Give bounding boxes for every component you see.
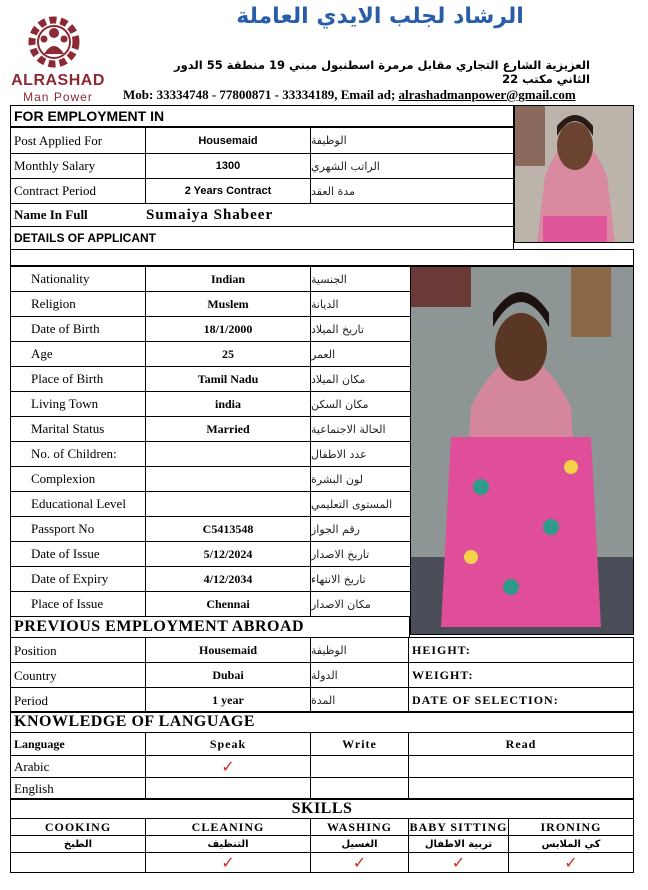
detail-label: Date of Issue — [10, 541, 146, 567]
arabic-address: العزيزية الشارع التجاري مقابل مرمرة اسطنبول مبني 19 منطقة 55 الدور الثاني مكتب 22 — [174, 58, 590, 86]
detail-arabic-label: مكان السكن — [310, 391, 411, 417]
language-name: Arabic — [10, 755, 146, 778]
detail-value — [145, 491, 311, 517]
skill-arabic-name: التنظيف — [145, 835, 311, 853]
contract-label: Contract Period — [10, 178, 146, 204]
previous-value: Dubai — [145, 662, 311, 688]
detail-label: Age — [10, 341, 146, 367]
contract-arabic-label: مدة العقد — [310, 178, 514, 204]
skill-arabic-name: كي الملابس — [508, 835, 634, 853]
detail-label: Nationality — [10, 266, 146, 292]
detail-arabic-label: تاريخ الانتهاء — [310, 566, 411, 592]
detail-arabic-label: رقم الجواز — [310, 516, 411, 542]
name-row — [10, 203, 514, 227]
detail-arabic-label: المستوى التعليمي — [310, 491, 411, 517]
detail-label: Passport No — [10, 516, 146, 542]
language-section-title: KNOWLEDGE OF LANGUAGE — [10, 711, 634, 733]
detail-value: Muslem — [145, 291, 311, 317]
detail-value: 25 — [145, 341, 311, 367]
detail-arabic-label: مكان الاصدار — [310, 591, 411, 617]
write-col-header: Write — [310, 732, 409, 756]
detail-value: Chennai — [145, 591, 311, 617]
previous-label: Period — [10, 687, 146, 713]
read-col-header: Read — [408, 732, 634, 756]
skill-arabic-name: الغسيل — [310, 835, 409, 853]
detail-arabic-label: عدد الاطفال — [310, 441, 411, 467]
employment-section-title: FOR EMPLOYMENT IN — [10, 105, 514, 127]
name-label: Name In Full — [14, 207, 88, 222]
name-value: Sumaiya Shabeer — [146, 206, 274, 223]
salary-value: 1300 — [145, 153, 311, 179]
logo-name: ALRASHAD — [11, 72, 105, 89]
skills-section-title: SKILLS — [10, 798, 634, 819]
write-check-icon — [310, 777, 409, 800]
skill-check-icon — [10, 852, 146, 873]
previous-value: 1 year — [145, 687, 311, 713]
detail-value: Married — [145, 416, 311, 442]
detail-value — [145, 441, 311, 467]
read-check-icon — [408, 755, 634, 778]
skill-name: WASHING — [310, 818, 409, 836]
contract-value: 2 Years Contract — [145, 178, 311, 204]
skill-name: CLEANING — [145, 818, 311, 836]
post-label: Post Applied For — [10, 127, 146, 154]
detail-value: 18/1/2000 — [145, 316, 311, 342]
detail-value: 5/12/2024 — [145, 541, 311, 567]
skill-arabic-name: تربية الاطفال — [408, 835, 509, 853]
post-value: Housemaid — [145, 127, 311, 154]
detail-arabic-label: لون البشرة — [310, 466, 411, 492]
detail-arabic-label: الجنسية — [310, 266, 411, 292]
detail-value: Indian — [145, 266, 311, 292]
application-form — [10, 105, 634, 875]
letterhead — [0, 0, 648, 106]
language-name: English — [10, 777, 146, 800]
spacer-row — [10, 249, 634, 266]
detail-label: Educational Level — [10, 491, 146, 517]
write-check-icon — [310, 755, 409, 778]
detail-label: Marital Status — [10, 416, 146, 442]
contact-line — [123, 87, 638, 103]
detail-arabic-label: مكان الميلاد — [310, 366, 411, 392]
previous-section-title: PREVIOUS EMPLOYMENT ABROAD — [10, 616, 410, 638]
skill-check-icon: ✓ — [145, 852, 311, 873]
detail-value: 4/12/2034 — [145, 566, 311, 592]
previous-side-label: WEIGHT: — [408, 662, 634, 688]
previous-label: Country — [10, 662, 146, 688]
previous-arabic-label: الدولة — [310, 662, 409, 688]
detail-value: Tamil Nadu — [145, 366, 311, 392]
detail-arabic-label: تاريخ الاصدار — [310, 541, 411, 567]
previous-arabic-label: الوظيفة — [310, 637, 409, 663]
detail-label: Religion — [10, 291, 146, 317]
gear-people-icon — [22, 14, 86, 70]
detail-label: Place of Birth — [10, 366, 146, 392]
detail-arabic-label: العمر — [310, 341, 411, 367]
detail-value — [145, 466, 311, 492]
previous-side-label: HEIGHT: — [408, 637, 634, 663]
salary-label: Monthly Salary — [10, 153, 146, 179]
salary-arabic-label: الراتب الشهري — [310, 153, 514, 179]
detail-value: india — [145, 391, 311, 417]
detail-label: Date of Birth — [10, 316, 146, 342]
logo-subtitle: Man Power — [23, 90, 93, 104]
detail-label: Living Town — [10, 391, 146, 417]
company-logo — [8, 14, 105, 104]
skill-check-icon: ✓ — [408, 852, 509, 873]
detail-arabic-label: تاريخ الميلاد — [310, 316, 411, 342]
previous-value: Housemaid — [145, 637, 311, 663]
skill-check-icon: ✓ — [508, 852, 634, 873]
language-col-header: Language — [10, 732, 146, 756]
speak-col-header: Speak — [145, 732, 311, 756]
detail-label: Date of Expiry — [10, 566, 146, 592]
applicant-photo-small — [514, 105, 634, 243]
detail-label: Complexion — [10, 466, 146, 492]
arabic-company-title: الرشاد لجلب الايدي العاملة — [236, 4, 524, 29]
speak-check-icon: ✓ — [145, 755, 311, 778]
previous-arabic-label: المدة — [310, 687, 409, 713]
skill-check-icon: ✓ — [310, 852, 409, 873]
skill-name: COOKING — [10, 818, 146, 836]
detail-value: C5413548 — [145, 516, 311, 542]
read-check-icon — [408, 777, 634, 800]
speak-check-icon — [145, 777, 311, 800]
detail-arabic-label: الحالة الاجتماعية — [310, 416, 411, 442]
previous-side-label: DATE OF SELECTION: — [408, 687, 634, 713]
applicant-photo-large — [410, 266, 634, 635]
details-section-title: DETAILS OF APPLICANT — [10, 226, 514, 250]
detail-arabic-label: الديانة — [310, 291, 411, 317]
previous-label: Position — [10, 637, 146, 663]
contact-phones: Mob: 33334748 - 77800871 - 33334189, Email ad; — [123, 87, 399, 102]
detail-label: Place of Issue — [10, 591, 146, 617]
skill-arabic-name: الطبخ — [10, 835, 146, 853]
skill-name: BABY SITTING — [408, 818, 509, 836]
detail-label: No. of Children: — [10, 441, 146, 467]
contact-email[interactable]: alrashadmanpower@gmail.com — [398, 87, 576, 102]
skill-name: IRONING — [508, 818, 634, 836]
post-arabic-label: الوظيفة — [310, 127, 514, 154]
